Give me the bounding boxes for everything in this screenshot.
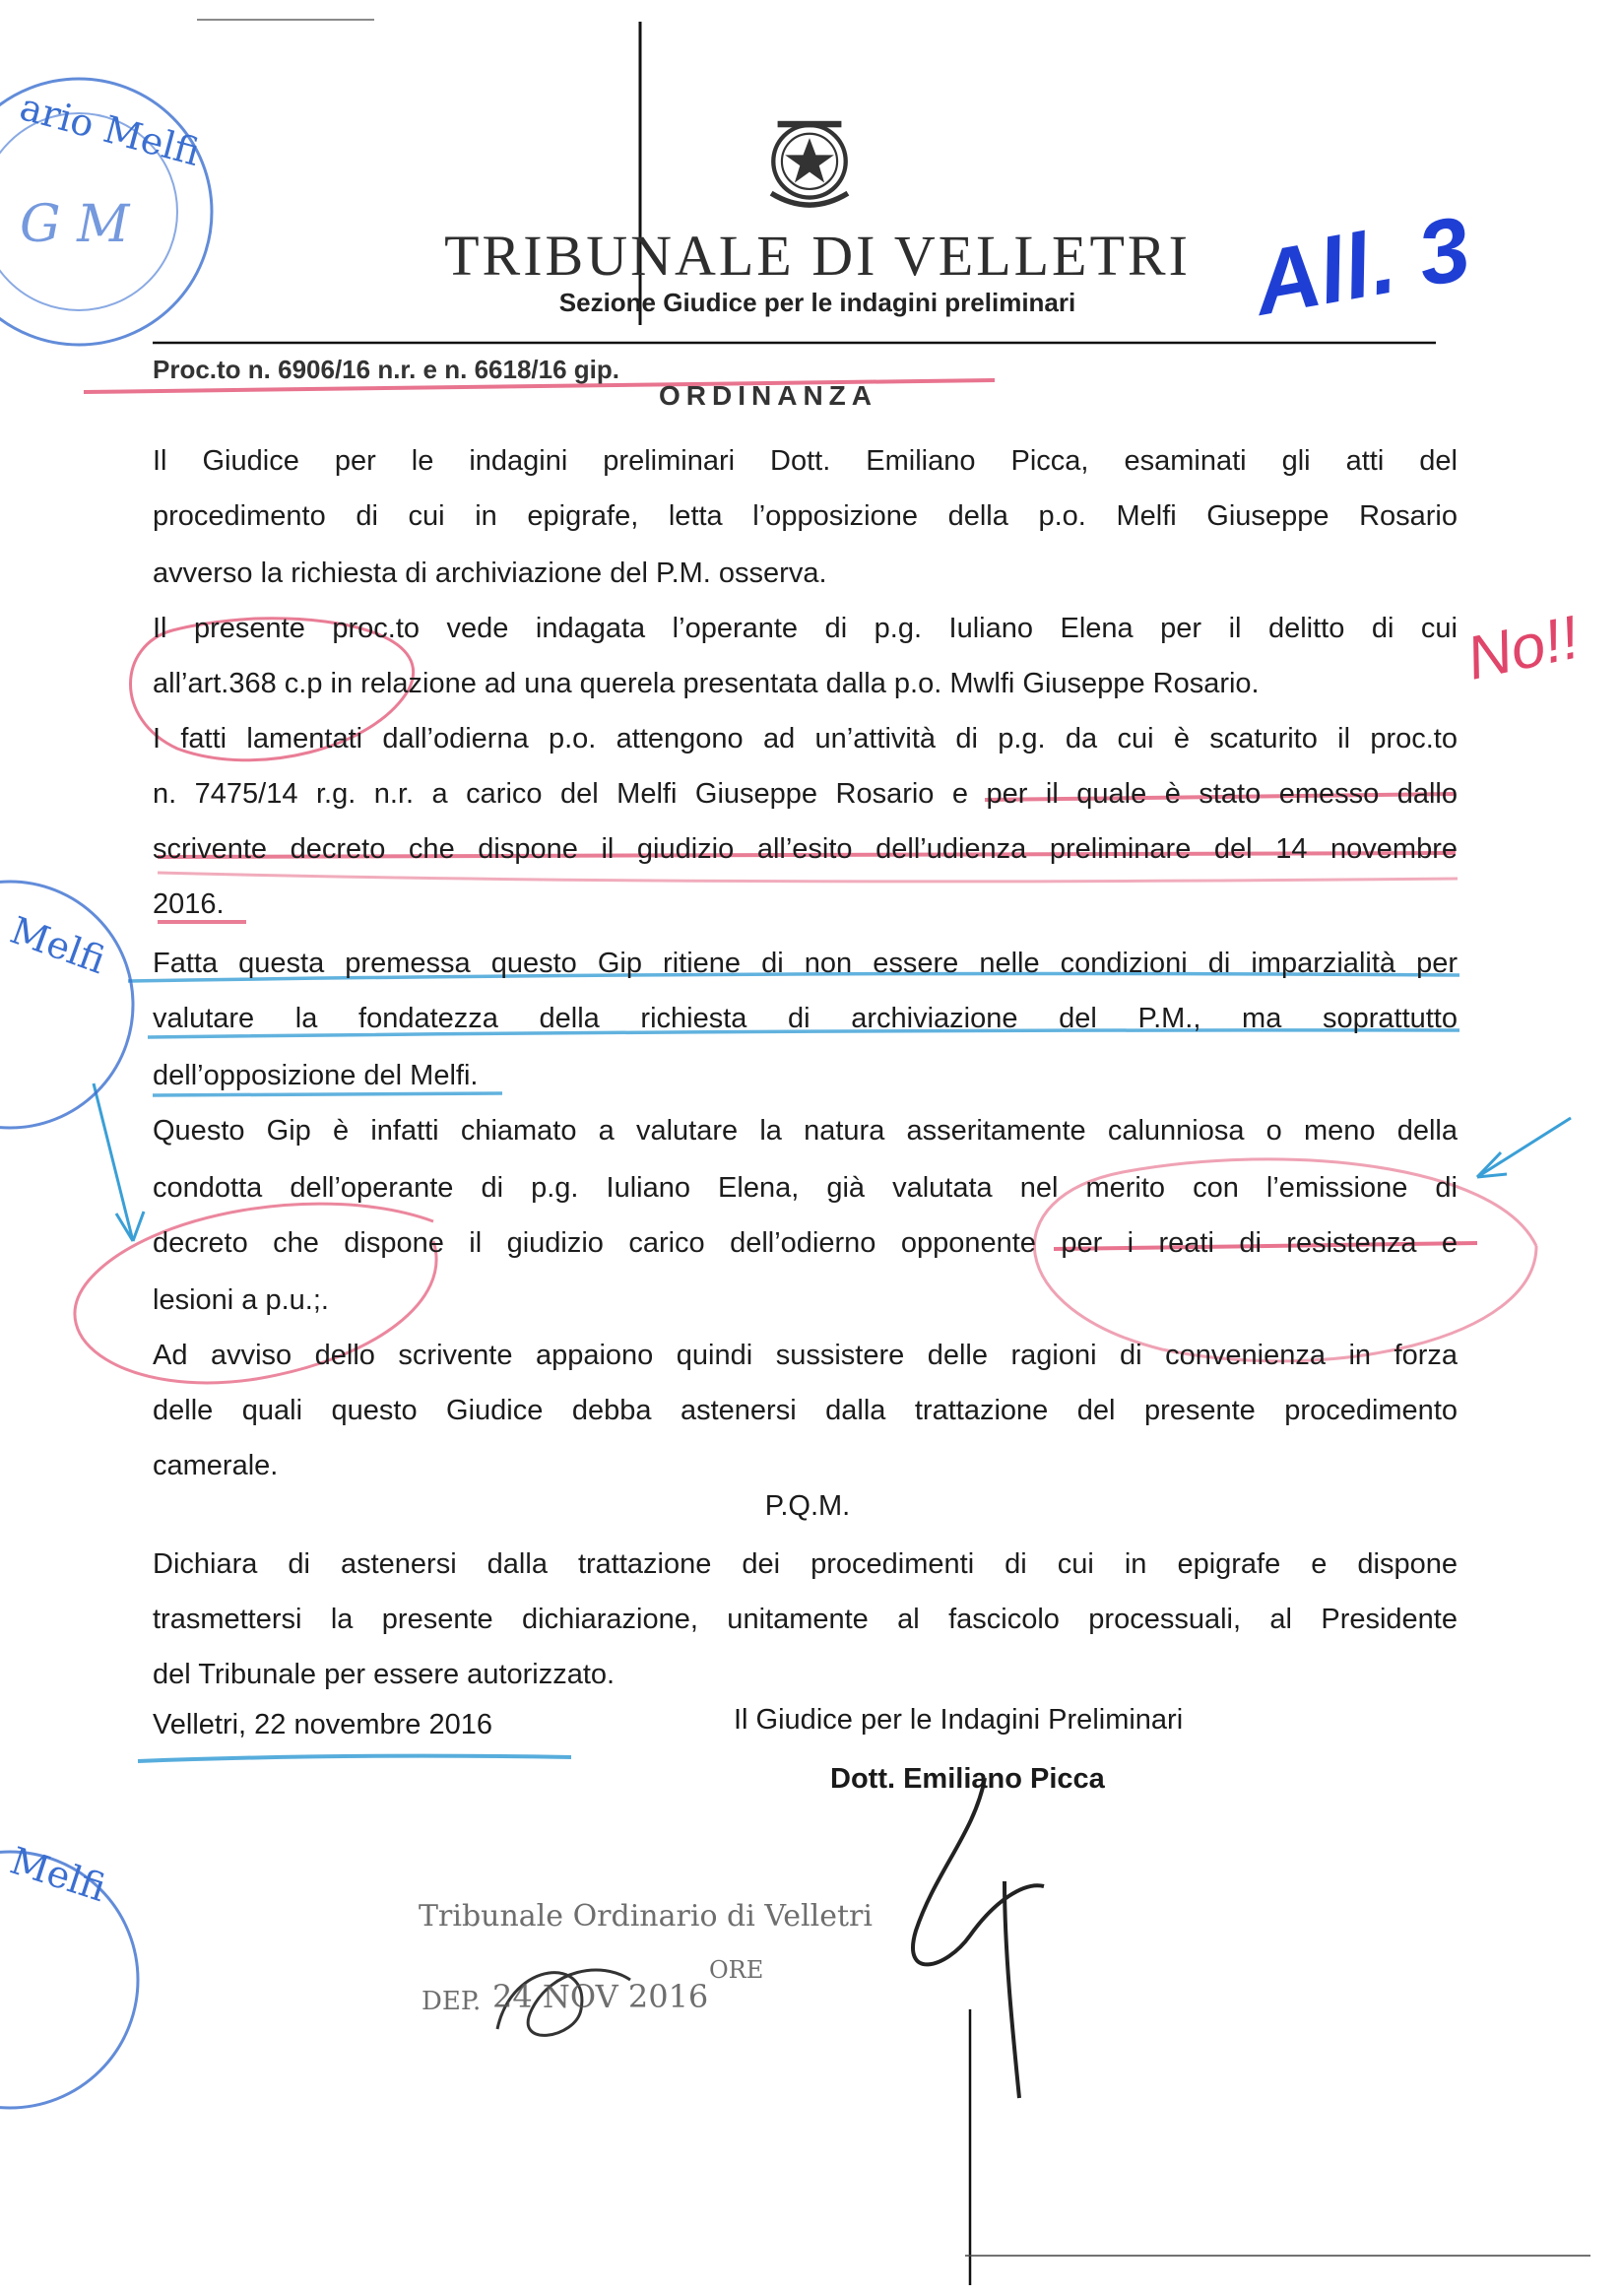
court-title: TRIBUNALE DI VELLETRI [444,224,1191,288]
body-line-13: Questo Gip è infatti chiamato a valutare la natura asseritamente calunniosa o meno della [153,1115,1458,1147]
decision-line-2: trasmettersi la presente dichiarazione, unitamente al fascicolo processuali, al Presidente [153,1604,1458,1635]
body-line-17: Ad avviso dello scrivente appaiono quindi sussistere delle ragioni di convenienza in forza [153,1340,1458,1371]
body-line-18: delle quali questo Giudice debba astenersi dalla trattazione del presente procedimento [153,1395,1458,1426]
body-line-4: Il presente proc.to vede indagata l’operante di p.g. Iuliano Elena per il delitto di cui [153,613,1458,644]
body-line-5: all’art.368 c.p in relazione ad una querela presentata dalla p.o. Mwlfi Giuseppe Rosario. [153,668,1260,699]
body-line-12: dell’opposizione del Melfi. [153,1060,479,1091]
stamp-text-bottom: Melfi [5,1838,111,1911]
body-line-8: scrivente decreto che dispone il giudizio all’esito dell’udienza preliminare del 14 novembre [153,833,1458,865]
deposit-stamp-date: 24 NOV 2016 [492,1978,709,2015]
body-line-7: n. 7475/14 r.g. n.r. a carico del Melfi Giuseppe Rosario e per il quale è stato emesso dallo [153,778,1458,810]
body-line-11: valutare la fondatezza della richiesta di archiviazione del P.M., ma soprattutto [153,1003,1458,1034]
judge-role: Il Giudice per le Indagini Preliminari [734,1704,1184,1736]
document-type: ORDINANZA [659,380,877,411]
deposit-stamp-office: Tribunale Ordinario di Velletri [419,1899,873,1934]
body-line-10: Fatta questa premessa questo Gip ritiene di non essere nelle condizioni di imparzialità per [153,948,1458,979]
body-line-2: procedimento di cui in epigrafe, letta l’opposizione della p.o. Melfi Giuseppe Rosario [153,500,1458,532]
stamp-text-top: ario Melfi [15,85,205,175]
deposit-stamp-ore: ORE [709,1956,764,1984]
body-line-14: condotta dell’operante di p.g. Iuliano Elena, già valutata nel merito con l’emissione di [153,1172,1458,1204]
body-line-1: Il Giudice per le indagini preliminari Dott. Emiliano Picca, esaminati gli atti del [153,445,1458,477]
judge-name: Dott. Emiliano Picca [830,1763,1105,1795]
court-section: Sezione Giudice per le indagini preliminari [558,288,1076,317]
body-line-3: avverso la richiesta di archiviazione del P.M. osserva. [153,558,827,589]
stamp-text-middle: Melfi [4,908,111,983]
annotation-no: No!! [1460,603,1586,693]
body-line-6: I fatti lamentati dall’odierna p.o. attengono ad un’attività di p.g. da cui è scaturito il proc.to [153,723,1458,754]
place-date: Velletri, 22 novembre 2016 [153,1709,492,1740]
decision-line-3: del Tribunale per essere autorizzato. [153,1659,616,1690]
body-line-16: lesioni a p.u.;. [153,1284,329,1316]
body-line-9: 2016. [153,888,225,920]
procedure-reference: Proc.to n. 6906/16 n.r. e n. 6618/16 gip. [153,355,619,384]
decision-line-1: Dichiara di astenersi dalla trattazione dei procedimenti di cui in epigrafe e dispone [153,1548,1458,1580]
deposit-stamp-dep: DEP. [421,1987,482,2016]
pqm-heading: P.Q.M. [764,1490,851,1522]
body-line-15: decreto che dispone il giudizio carico dell’odierno opponente per i reati di resistenza e [153,1227,1458,1259]
annotation-all3: All. 3 [1246,198,1477,335]
body-line-19: camerale. [153,1450,279,1481]
stamp-initials-top: G M [20,195,130,254]
